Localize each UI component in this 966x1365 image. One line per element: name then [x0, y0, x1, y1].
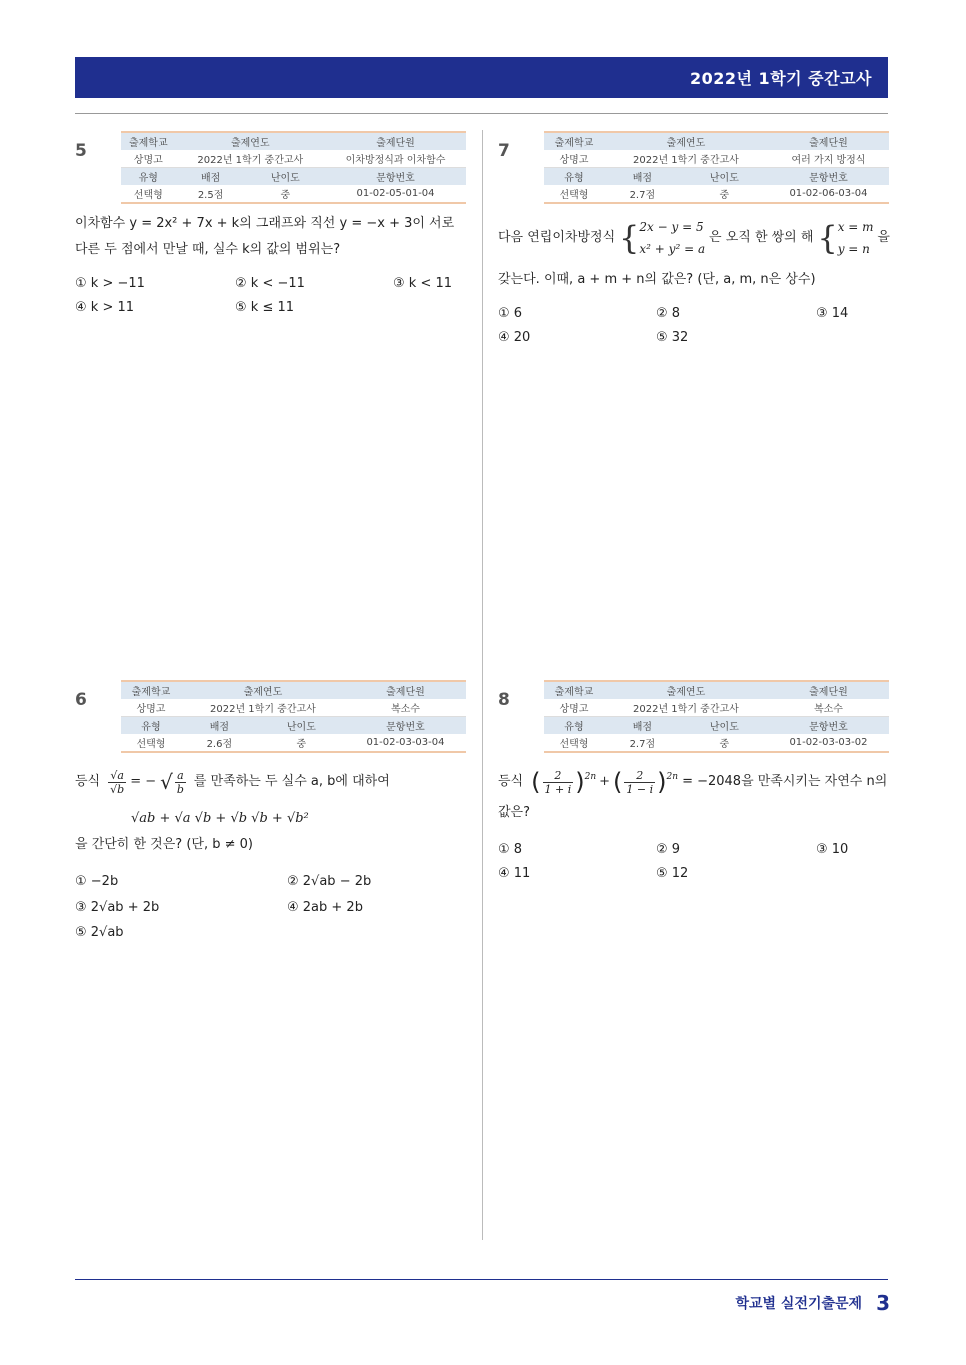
problem-stem: [498, 764, 890, 826]
meta-label: 출제단원: [345, 681, 466, 699]
problem-stem: [75, 764, 467, 858]
choice-1[interactable]: ① 6: [498, 306, 523, 321]
meta-label: 난이도: [681, 168, 768, 186]
choice-2[interactable]: ② 2√ab − 2b: [287, 874, 372, 889]
fraction: [175, 769, 186, 796]
page-title: 2022년 1학기 중간고사: [690, 69, 872, 88]
equation-system: [639, 216, 705, 260]
stem-text: 다음 연립이차방정식: [498, 230, 616, 245]
meta-label: 배점: [181, 717, 258, 735]
footer-divider: [75, 1279, 888, 1280]
stem-text: 을: [877, 230, 890, 245]
meta-score: 2.7점: [604, 185, 681, 203]
meta-year: 2022년 1학기 중간고사: [604, 150, 768, 168]
plus-icon: +: [599, 774, 611, 789]
problem-meta-table: [544, 680, 889, 753]
numerator: √a: [108, 769, 126, 783]
problem-number: 5: [75, 141, 87, 161]
meta-label: 출제연도: [604, 681, 768, 699]
numerator: 2: [624, 769, 655, 783]
choice-1[interactable]: ① k > −11: [75, 276, 145, 291]
meta-label: 유형: [121, 168, 176, 186]
footer-text: 학교별 실전기출문제: [735, 1296, 863, 1312]
choice-3[interactable]: ③ k < 11: [393, 276, 453, 291]
equation: y = n: [837, 242, 870, 256]
choice-2[interactable]: ② 8: [656, 306, 681, 321]
choice-5[interactable]: ⑤ 32: [656, 330, 689, 345]
choice-5[interactable]: ⑤ 2√ab: [75, 925, 124, 940]
meta-label: 배점: [176, 168, 246, 186]
header-divider: [75, 113, 888, 114]
stem-text: 등식: [498, 774, 524, 789]
meta-unit: 이차방정식과 이차함수: [325, 150, 466, 168]
meta-score: 2.7점: [604, 734, 681, 752]
numerator: 2: [543, 769, 574, 783]
denominator: 1 − i: [626, 782, 654, 796]
denominator: 1 + i: [544, 782, 572, 796]
choice-1[interactable]: ① 8: [498, 842, 523, 857]
meta-difficulty: 중: [681, 734, 768, 752]
choice-4[interactable]: ④ 2ab + 2b: [287, 900, 363, 915]
meta-label: 배점: [604, 168, 681, 186]
meta-label: 배점: [604, 717, 681, 735]
meta-label: 문항번호: [345, 717, 466, 735]
stem-line: 갖는다. 이때, a + m + n의 값은? (단, a, m, n은 상수): [498, 272, 816, 287]
choice-4[interactable]: ④ k > 11: [75, 300, 135, 315]
header-bar: [75, 57, 888, 98]
denominator: b: [176, 782, 184, 796]
meta-school: 상명고: [121, 150, 176, 168]
choice-3[interactable]: ③ 2√ab + 2b: [75, 900, 160, 915]
stem-text: 등식: [75, 774, 101, 789]
exponent: 2n: [666, 772, 679, 782]
meta-label: 출제단원: [325, 132, 466, 150]
problem-number: 7: [498, 141, 510, 161]
meta-label: 문항번호: [768, 168, 889, 186]
meta-label: 유형: [121, 717, 181, 735]
meta-label: 난이도: [681, 717, 768, 735]
fraction: [108, 769, 126, 796]
paren-icon: ): [657, 768, 667, 796]
meta-school: 상명고: [121, 699, 181, 717]
equation: 2x − y = 5: [639, 220, 704, 234]
meta-label: 난이도: [246, 168, 325, 186]
stem-line: 값은?: [498, 805, 531, 820]
denominator: √b: [110, 782, 125, 796]
choice-2[interactable]: ② k < −11: [235, 276, 305, 291]
meta-label: 출제학교: [121, 681, 181, 699]
meta-code: 01-02-06-03-04: [768, 185, 889, 203]
column-divider: [482, 130, 483, 1240]
meta-label: 출제연도: [181, 681, 345, 699]
meta-school: 상명고: [544, 150, 604, 168]
problem-number: 6: [75, 690, 87, 710]
problem-stem: [75, 211, 454, 263]
meta-label: 출제학교: [544, 681, 604, 699]
meta-code: 01-02-05-01-04: [325, 185, 466, 203]
sqrt-icon: √: [160, 770, 173, 794]
problem-meta-table: [121, 680, 466, 753]
equation: x² + y² = a: [639, 242, 706, 256]
choice-4[interactable]: ④ 11: [498, 866, 531, 881]
paren-icon: ): [575, 768, 585, 796]
choice-5[interactable]: ⑤ k ≤ 11: [235, 300, 295, 315]
problem-number: 8: [498, 690, 510, 710]
meta-year: 2022년 1학기 중간고사: [176, 150, 325, 168]
stem-text: = −2048을 만족시키는 자연수 n의: [682, 774, 888, 789]
solution-system: [838, 216, 874, 260]
expression: √ab + √a √b + √b √b + √b²: [131, 811, 309, 826]
meta-label: 유형: [544, 168, 604, 186]
numerator: a: [175, 769, 186, 783]
problem-meta-table: [544, 131, 889, 204]
fraction: [624, 769, 655, 796]
exponent: 2n: [584, 772, 597, 782]
meta-school: 상명고: [544, 699, 604, 717]
brace-icon: {: [619, 219, 640, 257]
stem-line: 다른 두 점에서 만날 때, 실수 k의 값의 범위는?: [75, 242, 341, 257]
meta-type: 선택형: [544, 734, 604, 752]
fraction: [543, 769, 574, 796]
stem-text: 은 오직 한 쌍의 해: [709, 230, 814, 245]
meta-year: 2022년 1학기 중간고사: [181, 699, 345, 717]
meta-label: 출제연도: [176, 132, 325, 150]
meta-code: 01-02-03-03-02: [768, 734, 889, 752]
choice-5[interactable]: ⑤ 12: [656, 866, 689, 881]
meta-score: 2.6점: [181, 734, 258, 752]
meta-label: 출제단원: [768, 132, 889, 150]
choice-1[interactable]: ① −2b: [75, 874, 119, 889]
meta-difficulty: 중: [246, 185, 325, 203]
choice-2[interactable]: ② 9: [656, 842, 681, 857]
problem-meta-table: [121, 131, 466, 204]
page-number: 3: [876, 1291, 890, 1315]
paren-icon: (: [613, 768, 623, 796]
meta-year: 2022년 1학기 중간고사: [604, 699, 768, 717]
meta-label: 출제학교: [544, 132, 604, 150]
meta-label: 문항번호: [768, 717, 889, 735]
meta-unit: 복소수: [768, 699, 889, 717]
stem-text: 를 만족하는 두 실수 a, b에 대하여: [193, 774, 390, 789]
brace-icon: {: [817, 219, 838, 257]
meta-difficulty: 중: [681, 185, 768, 203]
meta-label: 유형: [544, 717, 604, 735]
equation: x = m: [837, 220, 874, 234]
meta-label: 출제학교: [121, 132, 176, 150]
meta-type: 선택형: [121, 185, 176, 203]
paren-icon: (: [531, 768, 541, 796]
meta-label: 출제연도: [604, 132, 768, 150]
meta-difficulty: 중: [258, 734, 345, 752]
choice-4[interactable]: ④ 20: [498, 330, 531, 345]
choice-3[interactable]: ③ 14: [816, 306, 849, 321]
meta-code: 01-02-03-03-04: [345, 734, 466, 752]
stem-line: 이차함수 y = 2x² + 7x + k의 그래프와 직선 y = −x + 3이 서로: [75, 216, 455, 231]
stem-line: 을 간단히 한 것은? (단, b ≠ 0): [75, 837, 253, 852]
meta-unit: 복소수: [345, 699, 466, 717]
meta-type: 선택형: [121, 734, 181, 752]
problem-stem: [498, 209, 890, 293]
meta-label: 문항번호: [325, 168, 466, 186]
meta-score: 2.5점: [176, 185, 246, 203]
footer: [735, 1291, 890, 1315]
meta-label: 출제단원: [768, 681, 889, 699]
meta-type: 선택형: [544, 185, 604, 203]
choice-3[interactable]: ③ 10: [816, 842, 849, 857]
meta-label: 난이도: [258, 717, 345, 735]
math-operator: = −: [130, 774, 157, 789]
meta-unit: 여러 가지 방정식: [768, 150, 889, 168]
